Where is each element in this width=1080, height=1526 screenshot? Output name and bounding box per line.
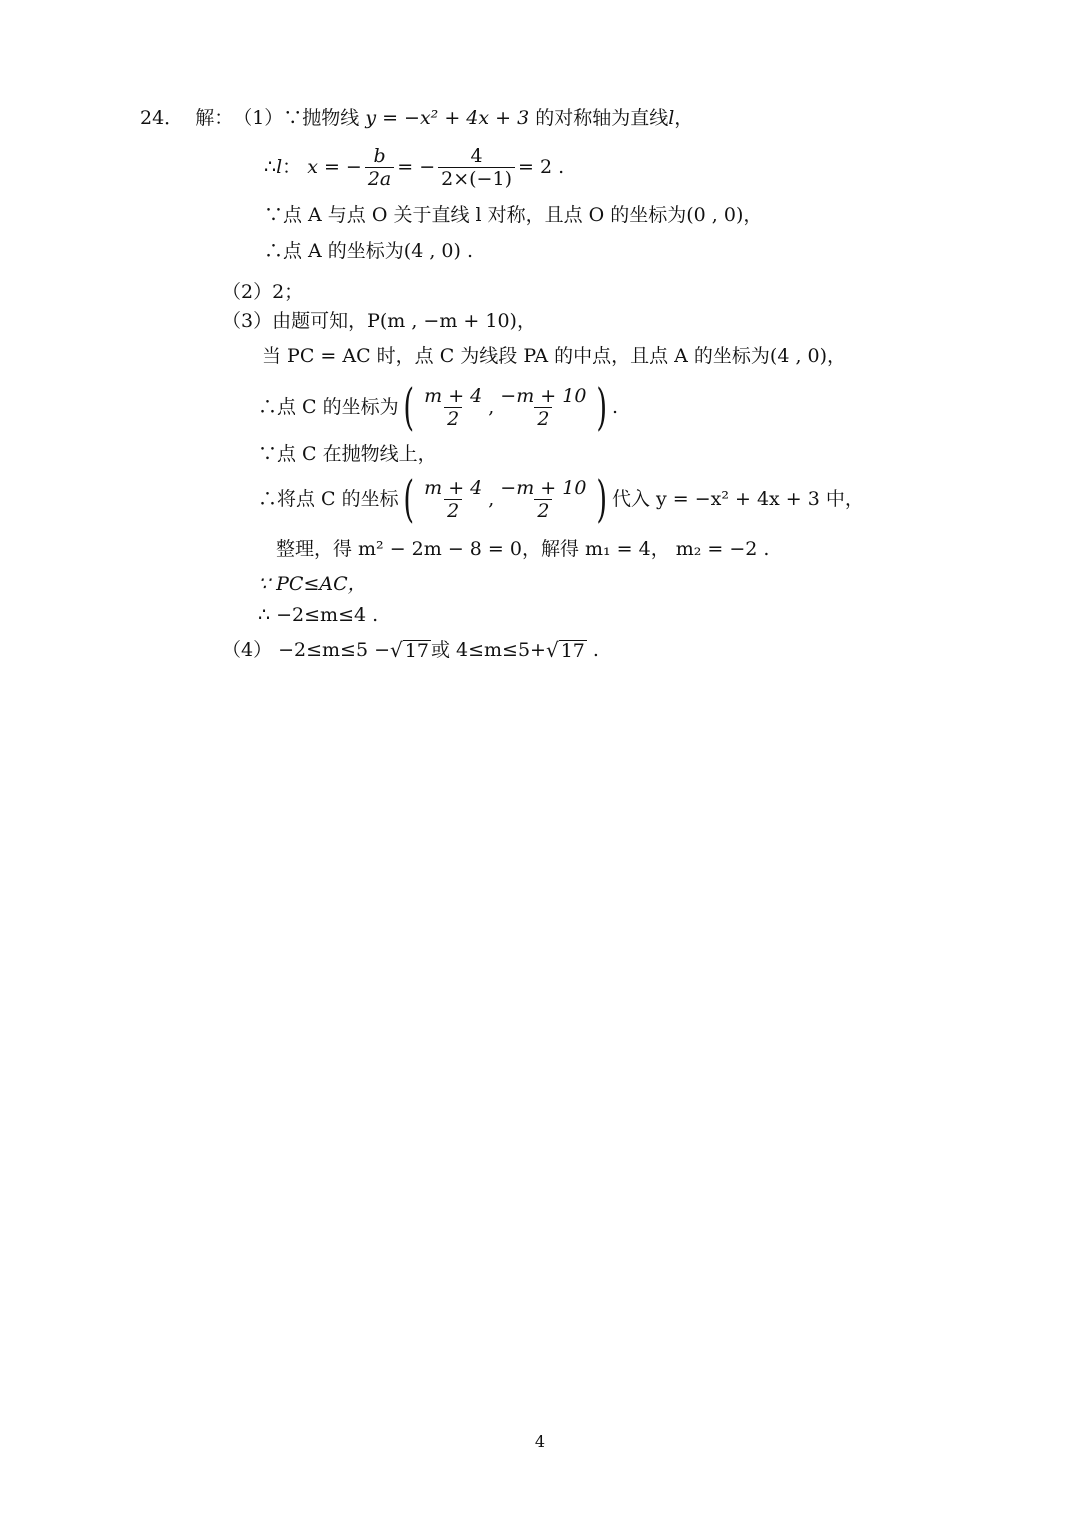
parabola-equation: y = −x² + 4x + 3 bbox=[365, 107, 530, 129]
fraction-numerator: m + 4 bbox=[424, 476, 483, 499]
left-paren: ( bbox=[403, 470, 414, 528]
part1-line1-suffix: 的对称轴为直线 bbox=[535, 107, 669, 129]
therefore-symbol: ∴ bbox=[264, 156, 277, 178]
fraction-4-over-2-times-neg1 bbox=[438, 145, 515, 190]
part4-label: （4） bbox=[222, 639, 273, 661]
axis-mid: = − bbox=[397, 156, 436, 178]
part1-line4: ∴点 A 的坐标为(4 , 0) . bbox=[264, 240, 474, 262]
fraction-numerator: 4 bbox=[470, 144, 483, 167]
part3-because-line bbox=[258, 572, 367, 596]
part3-line3-end: . bbox=[611, 396, 618, 418]
fraction-neg-m-plus-10-over-2 bbox=[497, 477, 589, 522]
fraction-numerator: m + 4 bbox=[424, 384, 483, 407]
part1-line3: ∵点 A 与点 O 关于直线 l 对称，且点 O 的坐标为(0 , 0)， bbox=[264, 204, 763, 226]
solution-label: 解： bbox=[195, 107, 234, 129]
part4-line bbox=[222, 638, 599, 662]
part4-end: . bbox=[592, 639, 599, 661]
part3-line3-prefix: ∴点 C 的坐标为 bbox=[258, 396, 399, 418]
part3-line7: ∵ PC≤AC， bbox=[258, 573, 367, 595]
fraction-m-plus-4-over-2 bbox=[421, 477, 485, 522]
right-paren: ) bbox=[596, 470, 608, 528]
comma: , bbox=[488, 488, 495, 510]
fraction-b-over-2a bbox=[365, 145, 394, 190]
radical-sign: √ bbox=[545, 638, 559, 662]
fraction-denominator: 2 bbox=[444, 407, 462, 430]
page-number: 4 bbox=[534, 1432, 546, 1451]
part4-answer-a: −2≤m≤5 − bbox=[278, 639, 391, 661]
part3-solve-line bbox=[276, 537, 769, 561]
part3-label: （3） bbox=[222, 310, 273, 332]
right-paren: ) bbox=[596, 378, 608, 436]
part3-line2: 当 PC = AC 时，点 C 为线段 PA 的中点，且点 A 的坐标为(4 , 0)， bbox=[262, 345, 847, 367]
part1-symmetry-line bbox=[264, 203, 762, 227]
part1-label: （1） bbox=[233, 107, 284, 129]
axis-variable-l: l bbox=[276, 156, 283, 178]
fraction-denominator: 2a bbox=[365, 167, 394, 190]
part3-line6: 整理，得 m² − 2m − 8 = 0，解得 m₁ = 4， m₂ = −2 . bbox=[276, 538, 770, 560]
left-paren: ( bbox=[403, 378, 414, 436]
part3-line5-prefix: ∴将点 C 的坐标 bbox=[258, 488, 399, 510]
part2-answer: 2； bbox=[272, 281, 304, 303]
problem-number: 24． bbox=[140, 107, 184, 129]
fraction-denominator: 2 bbox=[534, 499, 552, 522]
axis-variable: l bbox=[668, 107, 675, 129]
part3-line1: 由题可知，P(m , −m + 10)， bbox=[272, 310, 536, 332]
fraction-denominator: 2 bbox=[444, 499, 462, 522]
part3-first-line bbox=[222, 309, 536, 333]
part3-line8: ∴ −2≤m≤4 . bbox=[258, 604, 379, 626]
part1-line1-end: ， bbox=[674, 107, 694, 129]
fraction-neg-m-plus-10-over-2 bbox=[497, 385, 589, 430]
part3-on-parabola-line bbox=[258, 442, 437, 466]
part3-line4: ∵点 C 在抛物线上， bbox=[258, 443, 437, 465]
problem-24-header-line bbox=[140, 106, 693, 130]
fraction-numerator: −m + 10 bbox=[500, 384, 587, 407]
comma: , bbox=[488, 396, 495, 418]
part2-line bbox=[222, 280, 303, 304]
colon: ： bbox=[282, 156, 302, 178]
part3-point-c-coordinate-line bbox=[258, 380, 618, 434]
part2-label: （2） bbox=[222, 281, 273, 303]
square-root-17 bbox=[546, 638, 587, 662]
axis-result: = 2 . bbox=[517, 156, 565, 178]
fraction-m-plus-4-over-2 bbox=[421, 385, 485, 430]
part3-line5-suffix: 代入 y = −x² + 4x + 3 中， bbox=[611, 488, 864, 510]
part3-midpoint-line bbox=[262, 344, 846, 368]
fraction-denominator: 2×(−1) bbox=[438, 167, 515, 190]
part1-line1-prefix: ∵抛物线 bbox=[283, 107, 360, 129]
part3-range-line bbox=[258, 603, 378, 627]
square-root-17 bbox=[390, 638, 431, 662]
axis-lhs: x = − bbox=[307, 156, 362, 178]
part1-conclusion-line bbox=[264, 239, 473, 263]
fraction-numerator: b bbox=[373, 144, 386, 167]
part3-substitution-line bbox=[258, 472, 864, 526]
radicand: 17 bbox=[404, 640, 429, 662]
radicand: 17 bbox=[560, 640, 585, 662]
radical-sign: √ bbox=[390, 638, 403, 662]
part4-connector: 或 4≤m≤5+ bbox=[430, 639, 546, 661]
part1-axis-computation bbox=[264, 141, 564, 193]
fraction-denominator: 2 bbox=[534, 407, 552, 430]
fraction-numerator: −m + 10 bbox=[500, 476, 587, 499]
